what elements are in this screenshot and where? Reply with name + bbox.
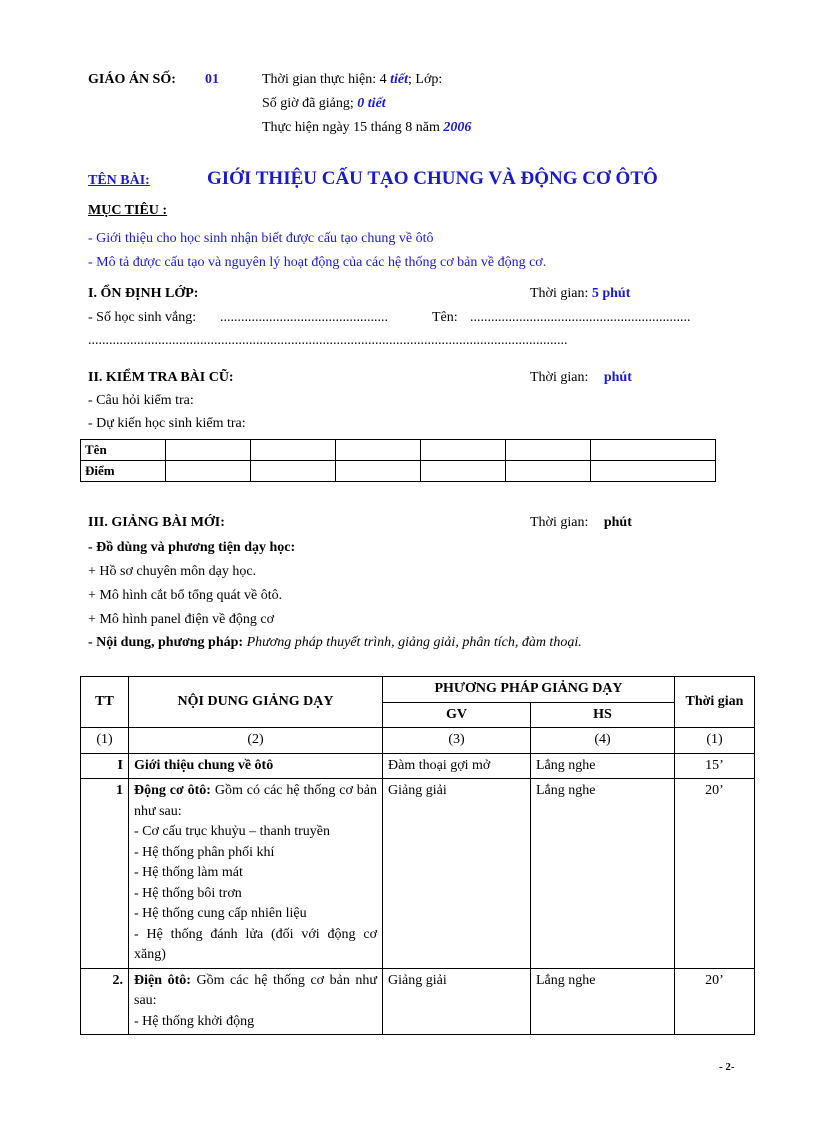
row-title: Động cơ ôtô: — [134, 783, 211, 798]
row-tt: 2. — [81, 968, 129, 1035]
method-value: Phương pháp thuyết trình, giảng giải, phân tích, đàm thoại. — [246, 635, 582, 650]
duration-value: 4 — [379, 72, 387, 87]
date-text: Thực hiện ngày 15 tháng 8 năm — [262, 120, 440, 135]
table-row — [81, 968, 755, 1035]
tools-label: - Đồ dùng và phương tiện dạy học: — [88, 540, 296, 555]
row-content: Giới thiệu chung về ôtô — [129, 753, 383, 779]
row-hs: Lắng nghe — [531, 968, 675, 1035]
taught-hours-value: 0 tiết — [357, 96, 386, 111]
method-line — [88, 635, 582, 651]
row-text: Gồm các hệ thống cơ bản như sau: — [134, 972, 377, 1008]
tool-item: + Hồ sơ chuyên môn dạy học. — [88, 564, 257, 579]
score-cell — [166, 440, 251, 461]
score-cell — [251, 440, 336, 461]
section-3-time-label: Thời gian: — [530, 515, 589, 530]
absent-extra-blank: ......................................................................................................................................... — [88, 333, 568, 348]
list-item: - Hệ thống đánh lửa (đối với động cơ xăng) — [134, 926, 377, 962]
check-students-label: - Dự kiến học sinh kiểm tra: — [88, 416, 246, 431]
duration-label: Thời gian thực hiện: — [262, 72, 377, 87]
page-number: - 2- — [719, 1061, 735, 1073]
tool-item: + Mô hình cắt bổ tổng quát về ôtô. — [88, 588, 283, 603]
score-cell — [421, 440, 506, 461]
table-row — [81, 753, 755, 779]
header-gv: GV — [383, 702, 531, 728]
score-row-score-label: Điểm — [81, 461, 166, 482]
row-hs: Lắng nghe — [531, 753, 675, 779]
score-cell — [591, 440, 716, 461]
objective-label: MỤC TIÊU : — [88, 203, 168, 218]
lesson-number: 01 — [205, 72, 219, 87]
col-number-tt: (1) — [81, 728, 129, 754]
objective-2: - Mô tả được cấu tạo và nguyên lý hoạt động của các hệ thống cơ bản về động cơ. — [88, 255, 547, 270]
row-gv: Đàm thoại gợi mở — [383, 753, 531, 779]
row-hs: Lắng nghe — [531, 779, 675, 969]
row-gv: Giảng giải — [383, 779, 531, 969]
section-2-time — [530, 370, 632, 386]
lesson-content-table — [80, 676, 755, 1035]
lesson-number-label: GIÁO ÁN SỐ: — [88, 72, 176, 87]
score-cell — [421, 461, 506, 482]
section-3-time — [530, 515, 632, 531]
lesson-name-label: TÊN BÀI: — [88, 173, 150, 188]
absent-count-blank: ................................................ — [220, 310, 388, 325]
header-hs: HS — [531, 702, 675, 728]
row-tt: I — [81, 753, 129, 779]
absent-name-blank: ............................................................... — [470, 310, 691, 325]
section-3-title: III. GIẢNG BÀI MỚI: — [88, 515, 225, 530]
score-cell — [506, 440, 591, 461]
row-time: 20’ — [675, 779, 755, 969]
absent-students-label: - Số học sinh vắng: — [88, 310, 197, 325]
header-tt: TT — [81, 677, 129, 728]
class-label: ; Lớp: — [408, 72, 443, 87]
score-row-name-label: Tên — [81, 440, 166, 461]
row-content — [129, 968, 383, 1035]
score-cell — [336, 440, 421, 461]
section-3-time-value: phút — [603, 515, 632, 530]
tool-item: + Mô hình panel điện về động cơ — [88, 612, 274, 627]
row-time: 15’ — [675, 753, 755, 779]
col-number-hs: (4) — [531, 728, 675, 754]
col-number-gv: (3) — [383, 728, 531, 754]
col-number-time: (1) — [675, 728, 755, 754]
row-time: 20’ — [675, 968, 755, 1035]
table-header-row — [81, 677, 755, 703]
score-cell — [336, 461, 421, 482]
section-1-time — [530, 286, 630, 302]
objective-1: - Giới thiệu cho học sinh nhận biết được cấu tạo chung về ôtô — [88, 231, 434, 246]
method-label: - Nội dung, phương pháp: — [88, 635, 244, 650]
list-item: - Cơ cấu trục khuỷu – thanh truyền — [134, 824, 330, 839]
row-text: Gồm có các hệ thống cơ bản như sau: — [134, 783, 377, 819]
list-item: - Hệ thống cung cấp nhiên liệu — [134, 906, 307, 921]
col-number-content: (2) — [129, 728, 383, 754]
section-2-time-label: Thời gian: — [530, 370, 589, 385]
absent-name-label: Tên: — [432, 310, 458, 325]
date-line — [262, 120, 471, 136]
row-gv: Giảng giải — [383, 968, 531, 1035]
score-table-name-row — [81, 440, 716, 461]
taught-hours-line — [262, 96, 386, 112]
section-1-time-value: 5 phút — [591, 286, 631, 301]
table-row — [81, 779, 755, 969]
score-cell — [166, 461, 251, 482]
table-number-row — [81, 728, 755, 754]
header-time: Thời gian — [675, 677, 755, 728]
section-1-title: I. ỔN ĐỊNH LỚP: — [88, 286, 199, 301]
header-content: NỘI DUNG GIẢNG DẠY — [129, 677, 383, 728]
section-2-title: II. KIỂM TRA BÀI CŨ: — [88, 370, 234, 385]
row-content — [129, 779, 383, 969]
list-item: - Hệ thống phân phối khí — [134, 844, 275, 860]
section-1-time-label: Thời gian: — [530, 286, 589, 301]
score-table — [80, 439, 716, 482]
score-cell — [506, 461, 591, 482]
duration-unit: tiết — [390, 72, 409, 87]
score-cell — [251, 461, 336, 482]
year: 2006 — [443, 120, 472, 135]
list-item: - Hệ thống khởi động — [134, 1013, 255, 1029]
lesson-name: GIỚI THIỆU CẤU TẠO CHUNG VÀ ĐỘNG CƠ ÔTÔ — [207, 168, 658, 189]
duration-line — [262, 72, 442, 88]
score-table-score-row — [81, 461, 716, 482]
row-title: Điện ôtô: — [134, 972, 191, 988]
list-item: - Hệ thống làm mát — [134, 865, 243, 880]
header-method: PHƯƠNG PHÁP GIẢNG DẠY — [383, 677, 675, 703]
section-2-time-value: phút — [603, 370, 632, 385]
row-tt: 1 — [81, 779, 129, 969]
score-cell — [591, 461, 716, 482]
taught-hours-label: Số giờ đã giảng; — [262, 96, 354, 111]
list-item: - Hệ thống bôi trơn — [134, 885, 242, 901]
check-question-label: - Câu hỏi kiểm tra: — [88, 393, 194, 408]
